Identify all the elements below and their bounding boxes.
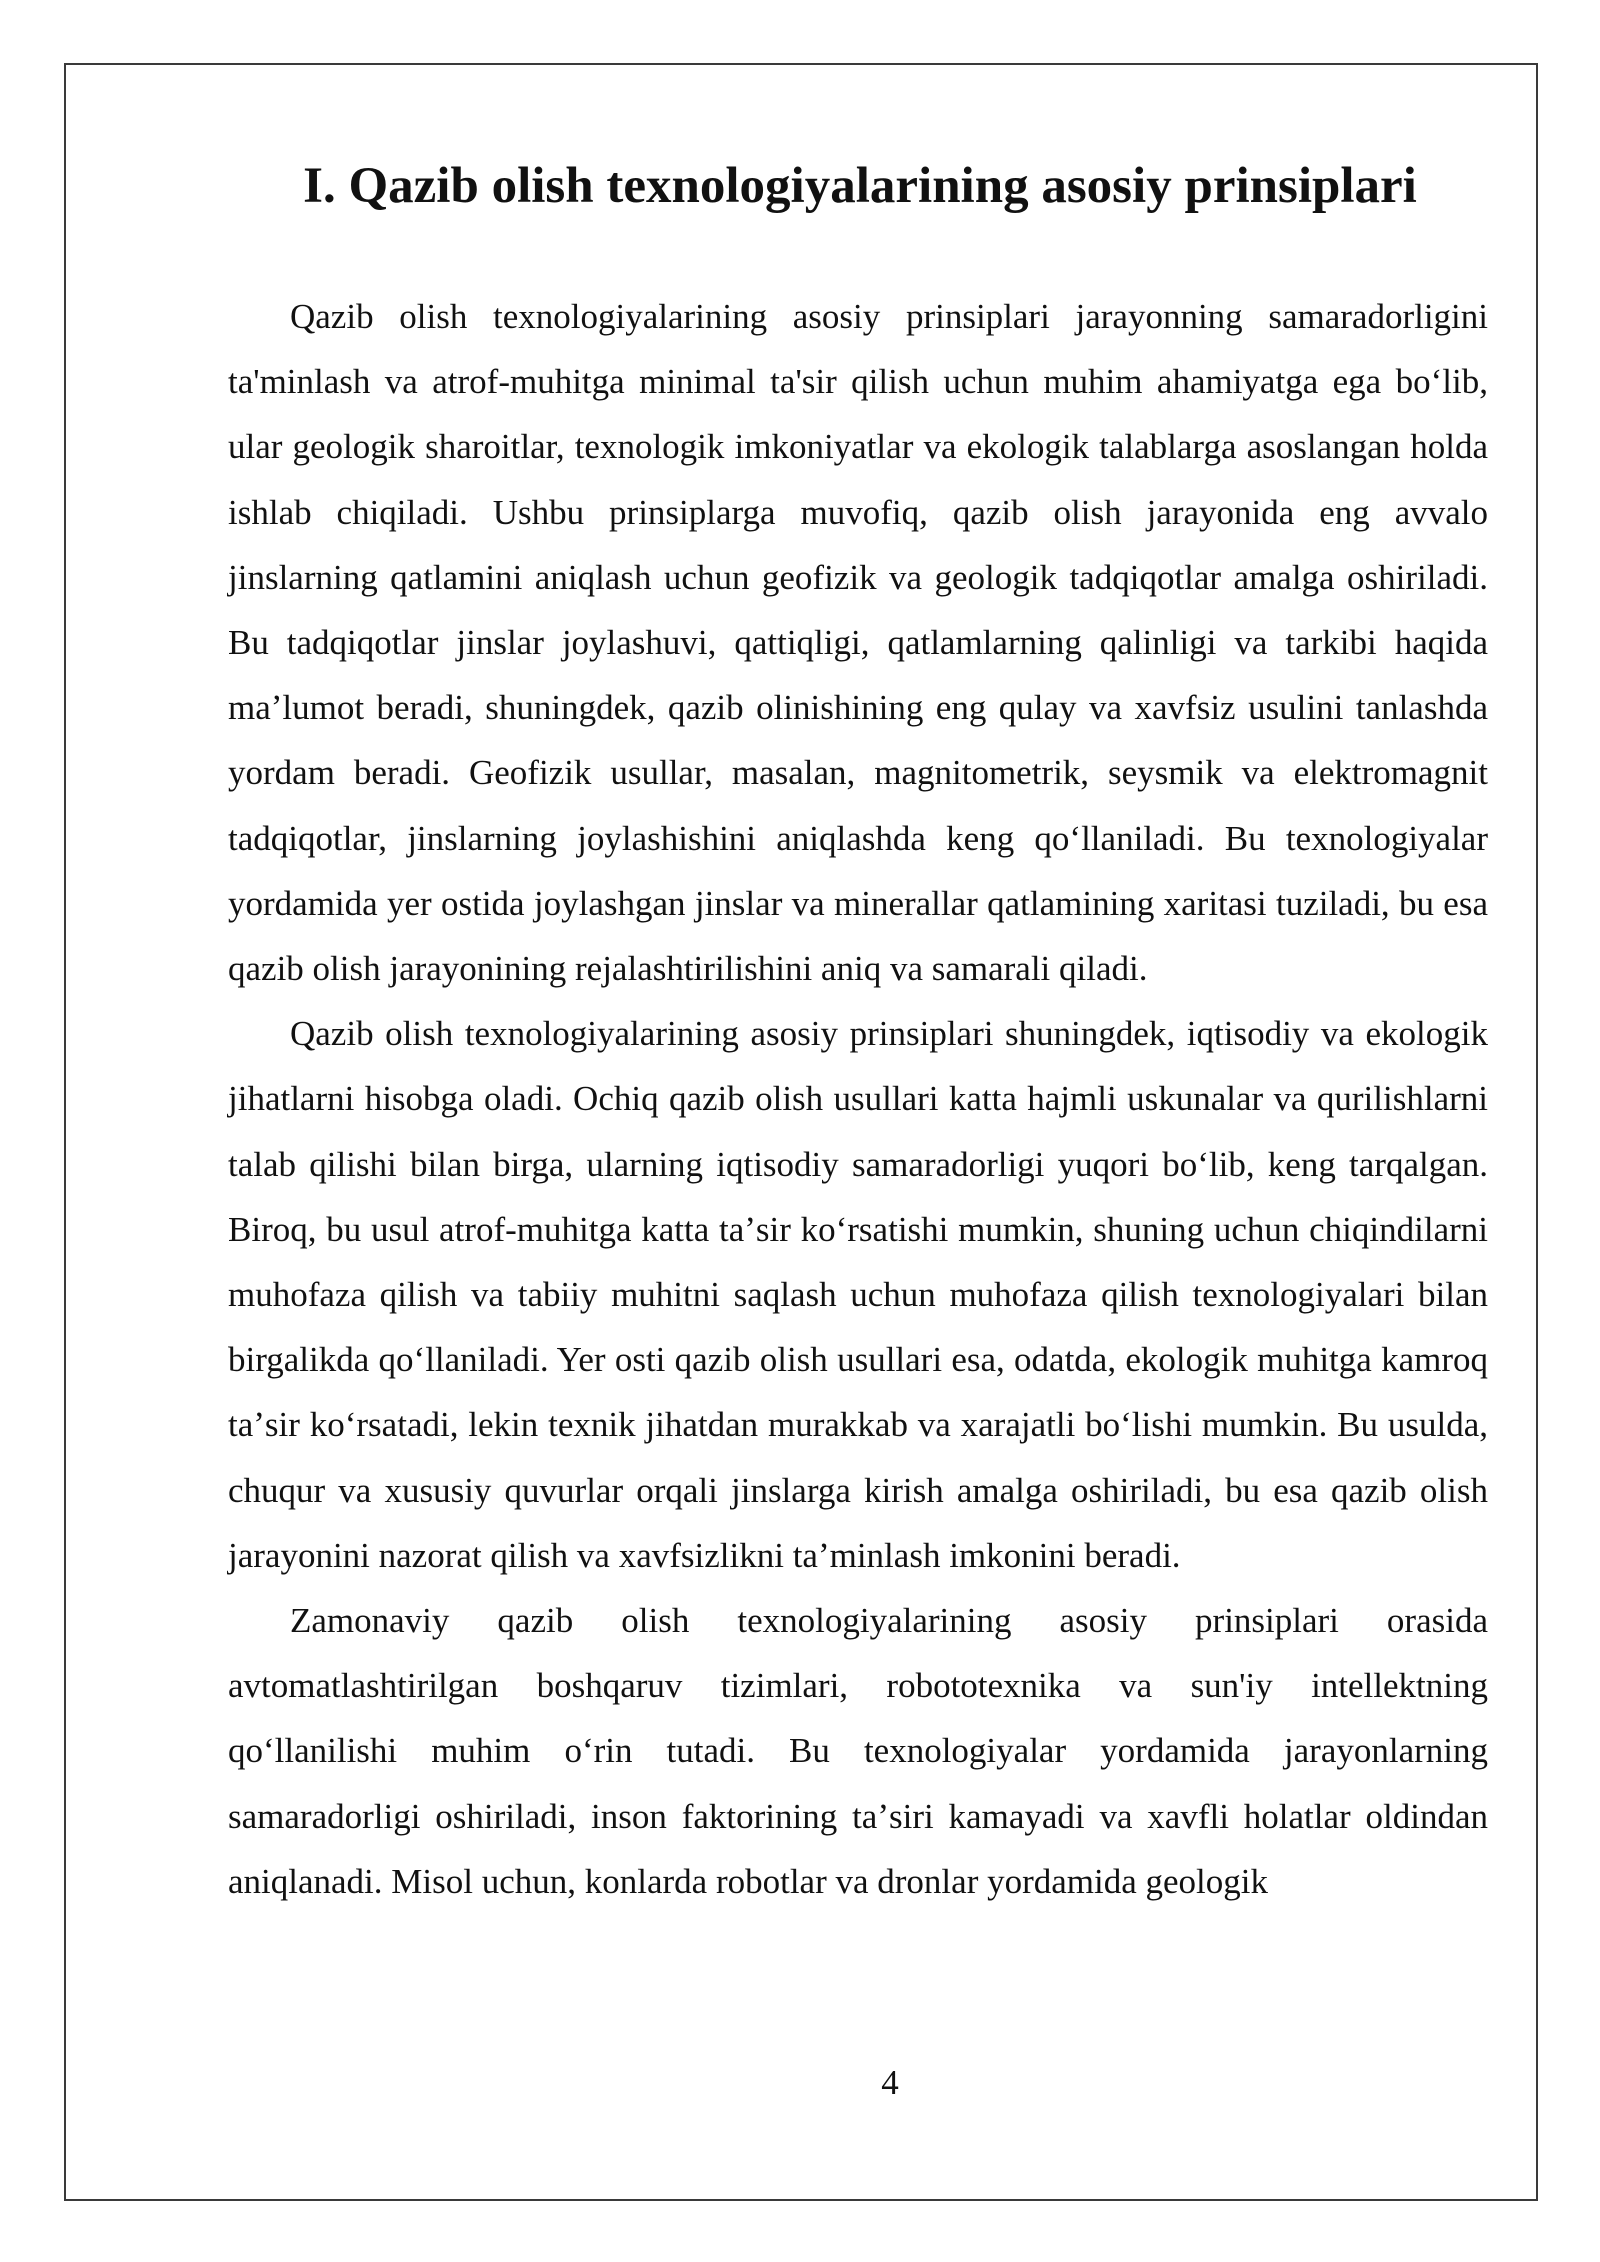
paragraph-3: Zamonaviy qazib olish texnologiyalarining asosiy prinsiplari orasida avtomatlashtirilgan boshqaruv tizimlari, robototexnika va sun'iy intellektning qoʻllanilishi muhim oʻrin tutadi. Bu texnologiyalar yordamida jarayonlarning samaradorligi oshiriladi, inson faktorining taʼsiri kamayadi va xavfli holatlar oldindan aniqlanadi. Misol uchun, konlarda robotlar va dronlar yordamida geologik — [228, 1601, 1488, 1901]
paragraph-1: Qazib olish texnologiyalarining asosiy prinsiplari jarayonning samaradorligini ta'minlash va atrof-muhitga minimal ta'sir qilish uchun muhim ahamiyatga ega boʻlib, ular geologik sharoitlar, texnologik imkoniyatlar va ekologik talablarga asoslangan holda ishlab chiqiladi. Ushbu prinsiplarga muvofiq, qazib olish jarayonida eng avvalo jinslarning qatlamini aniqlash uchun geofizik va geologik tadqiqotlar amalga oshiriladi. Bu tadqiqotlar jinslar joylashuvi, qattiqligi, qatlamlarning qalinligi va tarkibi haqida maʼlumot beradi, shuningdek, qazib olinishining eng qulay va xavfsiz usulini tanlashda yordam beradi. Geofizik usullar, masalan, magnitometrik, seysmik va elektromagnit tadqiqotlar, jinslarning joylashishini aniqlashda keng qoʻllaniladi. Bu texnologiyalar yordamida yer ostida joylashgan jinslar va minerallar qatlamining xaritasi tuziladi, bu esa qazib olish jarayonining rejalashtirilishini aniq va samarali qiladi. — [228, 297, 1488, 989]
paragraph-2: Qazib olish texnologiyalarining asosiy prinsiplari shuningdek, iqtisodiy va ekologik jihatlarni hisobga oladi. Ochiq qazib olish usullari katta hajmli uskunalar va qurilishlarni talab qilishi bilan birga, ularning iqtisodiy samaradorligi yuqori boʻlib, keng tarqalgan. Biroq, bu usul atrof-muhitga katta taʼsir koʻrsatishi mumkin, shuning uchun chiqindilarni muhofaza qilish va tabiiy muhitni saqlash uchun muhofaza qilish texnologiyalari bilan birgalikda qoʻllaniladi. Yer osti qazib olish usullari esa, odatda, ekologik muhitga kamroq taʼsir koʻrsatadi, lekin texnik jihatdan murakkab va xarajatli boʻlishi mumkin. Bu usulda, chuqur va xususiy quvurlar orqali jinslarga kirish amalga oshiriladi, bu esa qazib olish jarayonini nazorat qilish va xavfsizlikni taʼminlash imkonini beradi. — [228, 1014, 1488, 1575]
body-text — [228, 284, 1488, 1914]
section-title: I. Qazib olish texnologiyalarining asosiy prinsiplari — [303, 158, 1417, 214]
page-number: 4 — [881, 2063, 899, 2102]
